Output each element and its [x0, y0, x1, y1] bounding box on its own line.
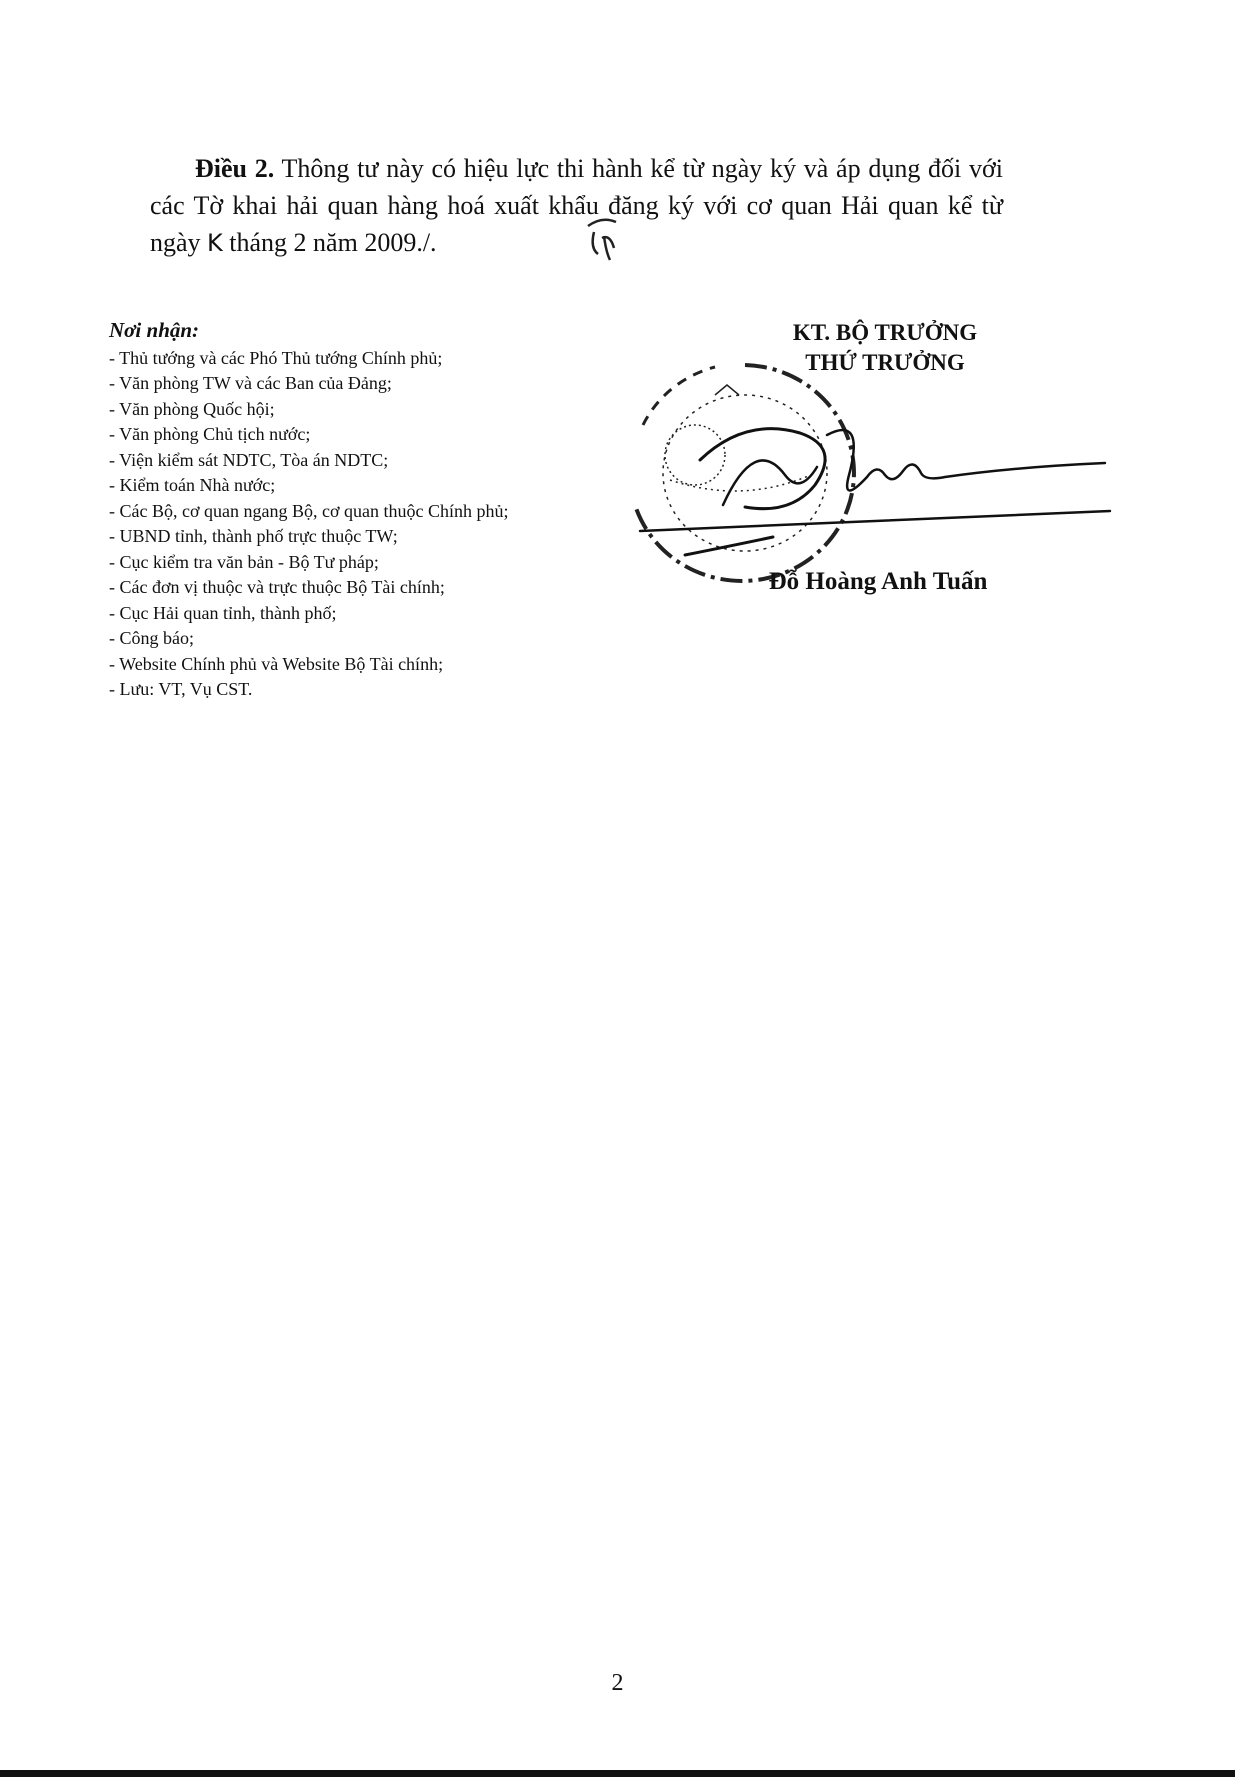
recipient-item: - Cục kiểm tra văn bản - Bộ Tư pháp; [109, 551, 379, 572]
signer-name: Đỗ Hoàng Anh Tuấn [768, 568, 988, 595]
article-heading: Điều 2. [195, 154, 275, 183]
recipient-item: - Cục Hải quan tỉnh, thành phố; [109, 602, 337, 623]
recipient-item: - Các đơn vị thuộc và trực thuộc Bộ Tài chính; [109, 577, 445, 597]
recipient-item: - Website Chính phủ và Website Bộ Tài chính; [109, 653, 444, 674]
recipient-item: - Viện kiểm sát NDTC, Tòa án NDTC; [109, 449, 389, 470]
recipients-list [109, 346, 549, 703]
recipients-heading: Nơi nhận: [109, 318, 200, 342]
recipient-item: - Thủ tướng và các Phó Thủ tướng Chính phủ; [109, 347, 443, 368]
article-body-part2: tháng 2 năm 2009./. [229, 228, 437, 257]
recipient-item: - Văn phòng Chủ tịch nước; [109, 424, 311, 444]
recipient-item: - UBND tỉnh, thành phố trực thuộc TW; [109, 526, 398, 546]
signature-title-line1: KT. BỘ TRƯỞNG [792, 320, 978, 345]
bottom-edge-rule [0, 1770, 1235, 1777]
signature-title-line2: THỨ TRƯỞNG [805, 350, 965, 375]
page-number: 2 [611, 1670, 624, 1696]
initials-scribble [580, 214, 628, 264]
article-2 [150, 150, 1003, 262]
recipient-item: - Kiểm toán Nhà nước; [109, 475, 276, 495]
recipients-block [109, 318, 549, 703]
article-body-part1: Thông tư này có hiệu lực thi hành kể từ ngày ký và áp dụng đối với các Tờ khai hải quan hàng hoá xuất khẩu đăng ký với cơ quan Hải quan kể từ ngày [150, 154, 1004, 257]
handwritten-day: K [207, 229, 223, 257]
official-seal-and-signature [595, 355, 1125, 595]
recipient-item: - Văn phòng TW và các Ban của Đảng; [109, 373, 392, 393]
recipient-item: - Các Bộ, cơ quan ngang Bộ, cơ quan thuộc Chính phủ; [109, 500, 509, 521]
recipient-item: - Văn phòng Quốc hội; [109, 398, 275, 419]
recipient-item: - Lưu: VT, Vụ CST. [109, 679, 253, 699]
handwritten-signature [640, 429, 1110, 555]
recipient-item: - Công báo; [109, 628, 194, 648]
